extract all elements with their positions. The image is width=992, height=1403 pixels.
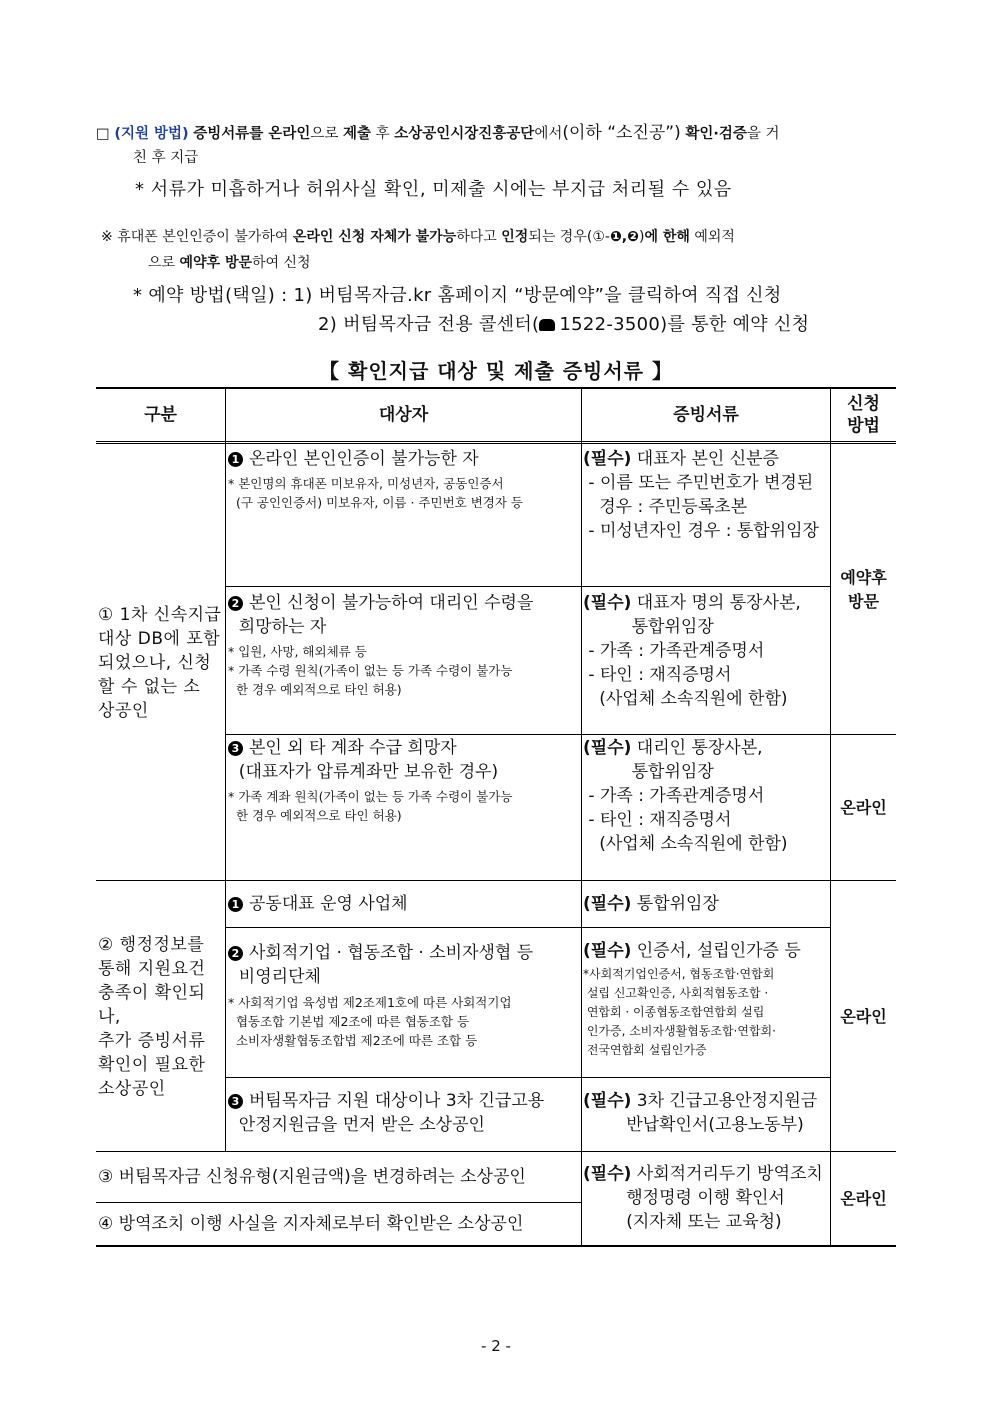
header-category: 구분 bbox=[144, 404, 177, 425]
text-segment: 예외적 bbox=[689, 229, 735, 245]
row5-note: * 사회적기업 육성법 제2조제1호에 따른 사회적기업 협동조합 기본법 제2조에 따른 협동조합 등 소비자생활협동조합법 제2조에 따른 조합 등 bbox=[228, 995, 512, 1048]
text-segment: 에 한해 bbox=[644, 229, 690, 245]
row3-title: 본인 외 타 계좌 수급 희망자 (대표자가 압류계좌만 보유한 경우) bbox=[238, 738, 499, 782]
required-tag: (필수) bbox=[583, 738, 632, 758]
row1-target bbox=[228, 447, 580, 585]
row8-label: ④ 방역조치 이행 사실을 지자체로부터 확인받은 소상공인 bbox=[98, 1214, 524, 1234]
text-segment: 후 bbox=[375, 126, 390, 142]
row4-doc-text: 통합위임장 bbox=[631, 894, 719, 914]
required-tag: (필수) bbox=[583, 1164, 632, 1184]
group2-label: ② 행정정보를 통해 지원요건 충족이 확인되나, 추가 증빙서류 확인이 필요한 소상공인 bbox=[98, 934, 206, 1099]
required-tag: (필수) bbox=[583, 894, 632, 914]
page-number: - 2 - bbox=[481, 1337, 511, 1355]
exception-note-line2 bbox=[148, 252, 311, 272]
text-segment: 확인·검증 bbox=[685, 126, 747, 142]
row4-documents bbox=[583, 882, 830, 926]
text-segment: (이하 “소진공”) bbox=[562, 123, 681, 143]
support-method-label: (지원 방법) bbox=[114, 126, 189, 142]
header-method: 신청 방법 bbox=[847, 394, 880, 436]
text-segment: 2) 버팀목자금 전용 콜센터( bbox=[318, 314, 540, 335]
row456-method: 온라인 bbox=[840, 1006, 887, 1026]
row-divider bbox=[225, 734, 896, 735]
row3-doc-text: 대리인 통장사본, 통합위임장 - 가족 : 가족관계증명서 - 타인 : 재직증명서 (사업체 소속직원에 한함) bbox=[588, 738, 788, 854]
text-segment: 하다고 bbox=[456, 229, 502, 245]
row-divider bbox=[225, 1077, 830, 1078]
text-segment: 예약후 방문 bbox=[179, 255, 252, 271]
row1-title: 온라인 본인인증이 불가능한 자 bbox=[249, 449, 479, 469]
row78-doc-text: 사회적거리두기 방역조치 행정명령 이행 확인서 (지자체 또는 교육청) bbox=[626, 1164, 823, 1232]
row5-title: 사회적기업 · 협동조합 · 소비자생협 등 비영리단체 bbox=[238, 943, 534, 987]
text-segment: ※ 휴대폰 본인인증이 불가하여 bbox=[101, 229, 293, 245]
row78-documents bbox=[583, 1162, 830, 1244]
text-segment: 온라인 신청 자체가 불가능 bbox=[292, 229, 457, 245]
row6-title: 버팀목자금 지원 대상이나 3차 긴급고용 안정지원금을 먼저 받은 소상공인 bbox=[238, 1091, 545, 1135]
text-segment: 으로 bbox=[148, 255, 180, 271]
required-tag: (필수) bbox=[583, 941, 632, 961]
row3-note: * 가족 계좌 원칙(가족이 없는 등 가족 수령이 불가능 한 경우 예외적으로 타인 허용) bbox=[228, 789, 513, 823]
filled-number-3-icon: 3 bbox=[228, 1094, 243, 1109]
row7-label: ③ 버팀목자금 신청유형(지원금액)을 변경하려는 소상공인 bbox=[98, 1167, 526, 1187]
col-divider bbox=[225, 388, 226, 1151]
table-title: 【 확인지급 대상 및 제출 증빙서류 】 bbox=[319, 359, 673, 383]
header-documents: 증빙서류 bbox=[673, 404, 739, 425]
text-segment: 하여 신청 bbox=[252, 255, 311, 271]
row3-target bbox=[228, 736, 580, 879]
text-segment: 을 거 bbox=[746, 126, 780, 142]
row5-doc-note: *사회적기업인증서, 협동조합·연합회 설립 신고확인증, 사회적협동조합 · 연합회 · 이종협동조합연합회 설립 인가증, 소비자생활협동조합·연합회· 전국연합회 설립인가증 bbox=[583, 967, 776, 1057]
row12-method: 예약후 방문 bbox=[840, 567, 887, 611]
row2-note: * 입원, 사망, 해외체류 등 * 가족 수령 원칙(가족이 없는 등 가족 수령이 불가능 한 경우 예외적으로 타인 허용) bbox=[228, 644, 513, 697]
rejection-note: * 서류가 미흡하거나 허위사실 확인, 미제출 시에는 부지급 처리될 수 있음 bbox=[135, 179, 732, 200]
filled-number-2-icon: 2 bbox=[228, 946, 243, 961]
filled-number-1-icon: 1 bbox=[228, 452, 243, 467]
support-method-line2: 친 후 지급 bbox=[133, 150, 199, 166]
row3-documents bbox=[583, 736, 830, 879]
header-divider bbox=[96, 441, 896, 444]
row2-doc-text: 대표자 명의 통장사본, 통합위임장 - 가족 : 가족관계증명서 - 타인 : 재직증명서 (사업체 소속직원에 한함) bbox=[588, 593, 801, 709]
row3-method: 온라인 bbox=[840, 798, 887, 817]
text-segment: 에서 bbox=[534, 126, 563, 142]
row2-documents bbox=[583, 591, 830, 733]
required-tag: (필수) bbox=[583, 1091, 632, 1111]
text-segment: ❶,❷ bbox=[609, 229, 639, 245]
row6-documents bbox=[583, 1089, 830, 1149]
support-method-paragraph bbox=[96, 120, 780, 148]
row1-note: * 본인명의 휴대폰 미보유자, 미성년자, 공동인증서 (구 공인인증서) 미보유자, 이름 · 주민번호 변경자 등 bbox=[228, 476, 523, 510]
row1-documents bbox=[583, 447, 830, 585]
row2-title: 본인 신청이 불가능하여 대리인 수령을 희망하는 자 bbox=[238, 593, 534, 637]
text-segment: 소상공인시장진흥공단 bbox=[394, 126, 535, 142]
row5-documents bbox=[583, 939, 830, 1076]
required-tag: (필수) bbox=[583, 449, 632, 469]
row4-title: 공동대표 운영 사업체 bbox=[249, 894, 408, 914]
phone-icon bbox=[539, 319, 555, 331]
text-segment: 인정 bbox=[501, 229, 529, 245]
row6-doc-text: 3차 긴급고용안정지원금 반납확인서(고용노동부) bbox=[626, 1091, 818, 1135]
text-segment: 으로 bbox=[310, 126, 339, 142]
header-target: 대상자 bbox=[378, 404, 429, 425]
text-segment: 증빙서류를 온라인 bbox=[193, 126, 311, 142]
col-divider bbox=[581, 388, 582, 1246]
filled-number-1-icon: 1 bbox=[228, 897, 243, 912]
exception-note bbox=[101, 226, 735, 246]
row5-target bbox=[228, 941, 580, 1076]
row6-target bbox=[228, 1089, 580, 1149]
reservation-method-2 bbox=[318, 310, 809, 336]
text-segment: 되는 경우(①- bbox=[528, 229, 610, 245]
text-segment: 제출 bbox=[343, 126, 372, 142]
row78-method: 온라인 bbox=[840, 1189, 887, 1208]
group-divider bbox=[96, 880, 896, 881]
row1-doc-text: 대표자 본인 신분증 - 이름 또는 주민번호가 변경된 경우 : 주민등록초본 - 미성년자인 경우 : 통합위임장 bbox=[588, 449, 819, 541]
table-bottom-border bbox=[96, 1245, 896, 1247]
row-divider bbox=[225, 927, 830, 928]
filled-number-2-icon: 2 bbox=[228, 596, 243, 611]
row4-target bbox=[228, 882, 580, 926]
checkbox-bullet: □ bbox=[96, 126, 110, 142]
row5-doc-text: 인증서, 설립인가증 등 bbox=[631, 941, 801, 961]
row2-target bbox=[228, 591, 580, 733]
required-tag: (필수) bbox=[583, 593, 632, 613]
text-segment: ) bbox=[638, 229, 645, 245]
row-divider bbox=[225, 586, 830, 587]
filled-number-3-icon: 3 bbox=[228, 741, 243, 756]
reservation-method-1: * 예약 방법(택일) : 1) 버팀목자금.kr 홈페이지 “방문예약”을 클릭하여 직접 신청 bbox=[133, 285, 782, 306]
group1-label: ① 1차 신속지급 대상 DB에 포함 되었으나, 신청 할 수 없는 소 상공인 bbox=[98, 604, 222, 721]
text-segment: 1522-3500)를 통한 예약 신청 bbox=[559, 314, 810, 335]
